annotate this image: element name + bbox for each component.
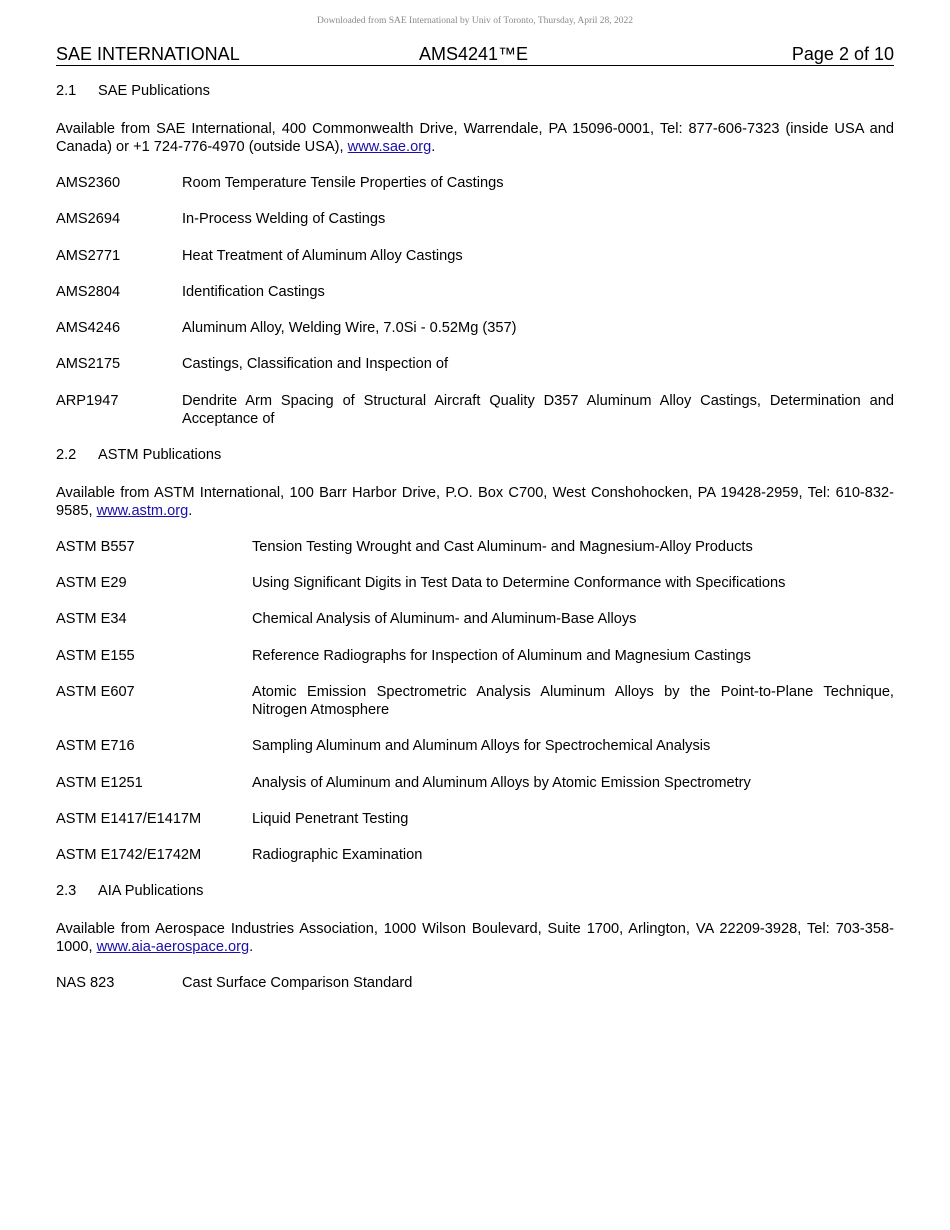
reference-row xyxy=(56,538,894,556)
header-document-id: AMS4241™E xyxy=(419,44,529,64)
document-body xyxy=(56,82,894,1010)
availability-paragraph-sae xyxy=(56,120,894,156)
reference-row xyxy=(56,247,894,265)
section-number: 2.2 xyxy=(56,446,77,463)
reference-code: ASTM E716 xyxy=(56,738,135,755)
reference-code: ASTM E1417/E1417M xyxy=(56,810,202,827)
reference-title: Atomic Emission Spectrometric Analysis Aluminum Alloys by the Point-to-Plane Technique, Nitrogen Atmosphere xyxy=(252,683,894,718)
reference-row xyxy=(56,574,894,592)
download-watermark-note: Downloaded from SAE International by Univ of Toronto, Thursday, April 28, 2022 xyxy=(316,16,634,26)
reference-row xyxy=(56,355,894,373)
reference-code: ASTM E607 xyxy=(56,683,135,700)
availability-text: Available from SAE International, 400 Commonwealth Drive, Warrendale, PA 15096-0001, Tel: 877-606-7323 (inside USA and Canada) or +1 724-776-4970 (outside USA), xyxy=(56,121,894,155)
header-page-number: Page 2 of 10 xyxy=(791,44,894,64)
reference-row xyxy=(56,283,894,301)
reference-row xyxy=(56,210,894,228)
reference-title: Sampling Aluminum and Aluminum Alloys for Spectrochemical Analysis xyxy=(252,738,711,755)
section-number: 2.3 xyxy=(56,883,77,900)
reference-code: ASTM E29 xyxy=(56,575,127,592)
reference-row xyxy=(56,683,894,719)
availability-paragraph-aia xyxy=(56,920,894,956)
reference-code: ARP1947 xyxy=(56,392,119,409)
section-heading-astm xyxy=(56,446,894,464)
reference-row xyxy=(56,810,894,828)
reference-code: ASTM E1251 xyxy=(56,774,143,791)
reference-row xyxy=(56,846,894,864)
page-header xyxy=(56,44,894,66)
reference-title: In-Process Welding of Castings xyxy=(182,211,386,228)
reference-code: ASTM B557 xyxy=(56,538,135,555)
availability-text: Available from Aerospace Industries Association, 1000 Wilson Boulevard, Suite 1700, Arlington, VA 22209-3928, Tel: 703-358-1000, xyxy=(56,921,894,956)
reference-title: Cast Surface Comparison Standard xyxy=(182,975,413,992)
reference-row xyxy=(56,647,894,665)
reference-row xyxy=(56,737,894,755)
reference-row xyxy=(56,974,894,992)
reference-code: AMS2175 xyxy=(56,356,121,373)
availability-suffix: . xyxy=(431,139,436,155)
reference-title: Reference Radiographs for Inspection of Aluminum and Magnesium Castings xyxy=(252,647,751,664)
section-title: AIA Publications xyxy=(98,883,204,900)
section-heading-sae xyxy=(56,82,894,100)
reference-title: Castings, Classification and Inspection of xyxy=(182,356,449,373)
reference-code: AMS4246 xyxy=(56,320,121,337)
section-title: ASTM Publications xyxy=(98,446,222,463)
reference-row xyxy=(56,392,894,428)
availability-suffix: . xyxy=(188,502,193,519)
reference-title: Heat Treatment of Aluminum Alloy Castings xyxy=(182,247,463,264)
reference-row xyxy=(56,774,894,792)
aia-website-link[interactable]: www.aia-aerospace.org xyxy=(96,939,250,956)
reference-title: Using Significant Digits in Test Data to Determine Conformance with Specifications xyxy=(252,575,786,592)
reference-row xyxy=(56,319,894,337)
reference-code: AMS2804 xyxy=(56,283,121,300)
section-number: 2.1 xyxy=(56,83,77,99)
astm-website-link[interactable]: www.astm.org xyxy=(96,502,189,519)
reference-row xyxy=(56,610,894,628)
reference-title: Aluminum Alloy, Welding Wire, 7.0Si - 0.52Mg (357) xyxy=(182,320,517,337)
reference-code: ASTM E155 xyxy=(56,647,135,664)
reference-title: Tension Testing Wrought and Cast Aluminum- and Magnesium-Alloy Products xyxy=(252,538,753,555)
reference-list-aia xyxy=(56,974,894,992)
reference-code: AMS2694 xyxy=(56,211,121,228)
reference-code: NAS 823 xyxy=(56,975,115,992)
section-title: SAE Publications xyxy=(98,83,210,99)
reference-row xyxy=(56,174,894,192)
availability-paragraph-astm xyxy=(56,484,894,520)
reference-title: Dendrite Arm Spacing of Structural Aircraft Quality D357 Aluminum Alloy Castings, Determination and Acceptance of xyxy=(182,392,894,427)
reference-code: AMS2771 xyxy=(56,247,121,264)
reference-title: Liquid Penetrant Testing xyxy=(252,810,409,827)
reference-list-astm xyxy=(56,538,894,864)
section-heading-aia xyxy=(56,882,894,900)
reference-code: ASTM E34 xyxy=(56,611,127,628)
reference-title: Radiographic Examination xyxy=(252,847,423,864)
availability-suffix: . xyxy=(249,939,254,956)
reference-title: Identification Castings xyxy=(182,283,325,300)
reference-title: Chemical Analysis of Aluminum- and Aluminum-Base Alloys xyxy=(252,611,637,628)
sae-website-link[interactable]: www.sae.org xyxy=(347,139,432,155)
availability-text: Available from ASTM International, 100 Barr Harbor Drive, P.O. Box C700, West Conshohocken, PA 19428-2959, Tel: 610-832-9585, xyxy=(56,484,894,519)
reference-title: Room Temperature Tensile Properties of Castings xyxy=(182,175,504,191)
reference-code: ASTM E1742/E1742M xyxy=(56,847,202,864)
reference-code: AMS2360 xyxy=(56,175,121,191)
reference-list-sae xyxy=(56,174,894,428)
reference-title: Analysis of Aluminum and Aluminum Alloys by Atomic Emission Spectrometry xyxy=(252,774,751,791)
header-organization: SAE INTERNATIONAL xyxy=(56,44,240,64)
